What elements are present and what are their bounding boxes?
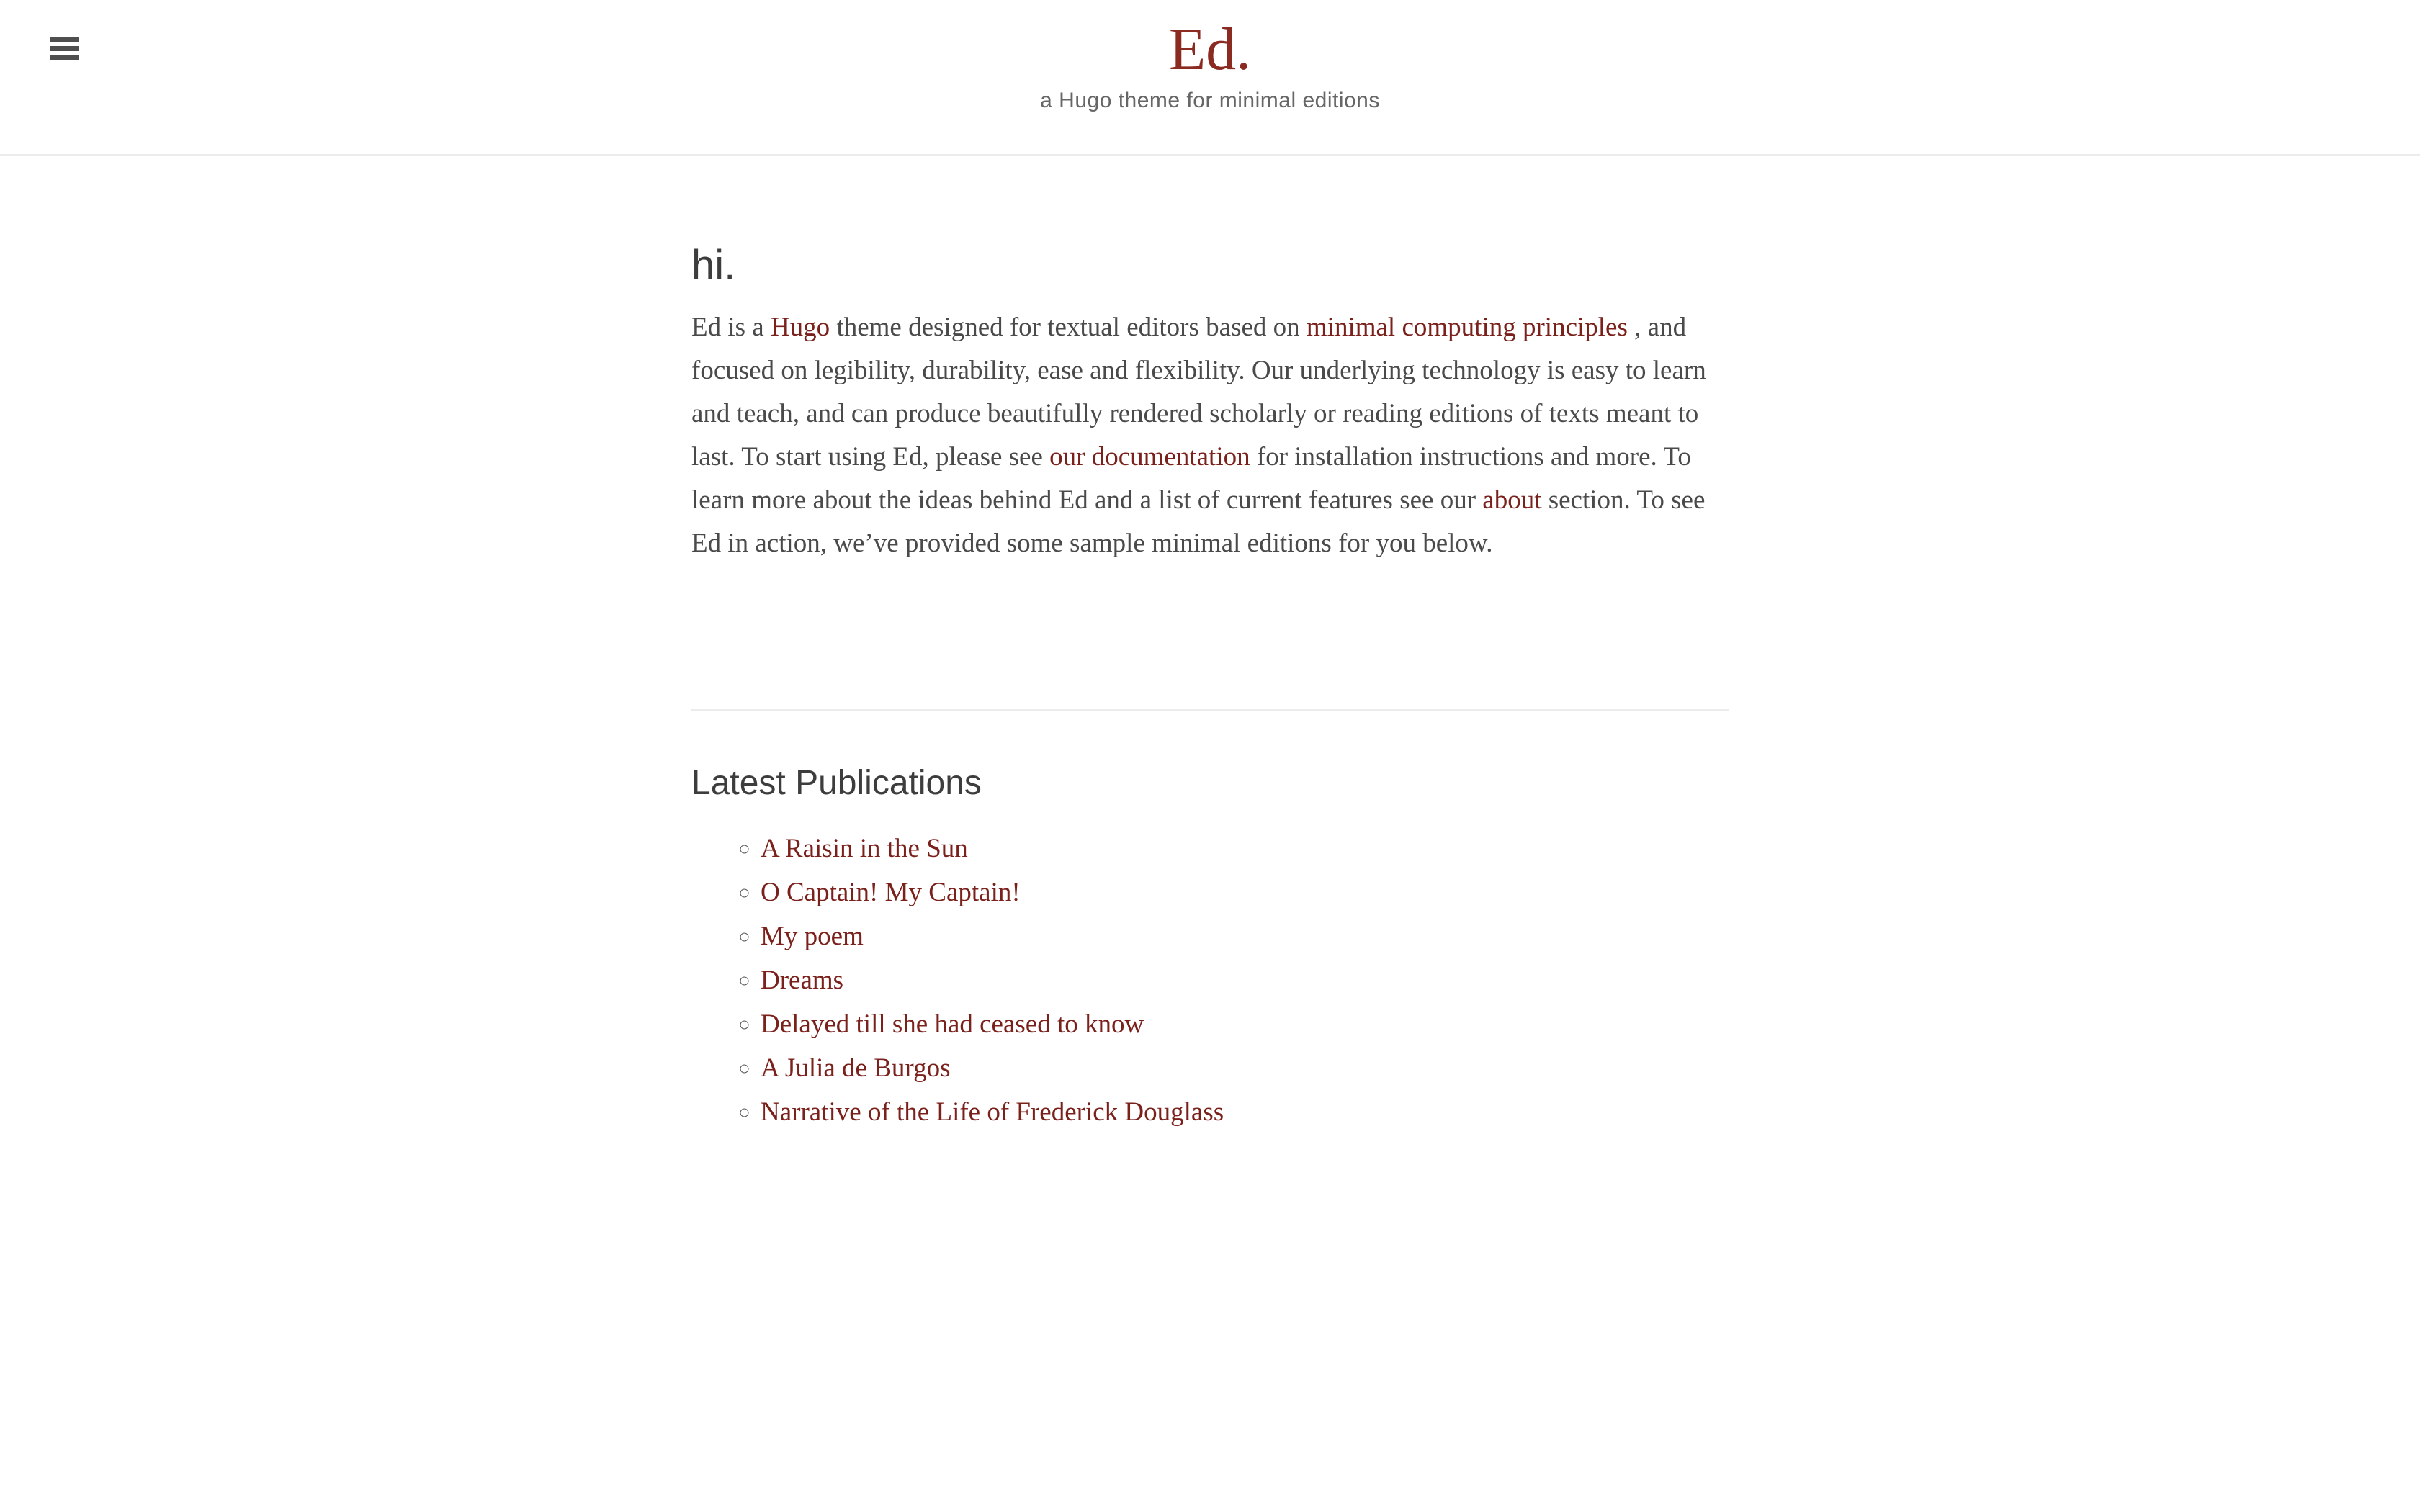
paragraph-text: for installation instructions and more. To learn more about the ideas behind Ed and a list of current features see our: [691, 442, 1691, 515]
publication-item: [761, 827, 1729, 870]
main-content: [691, 243, 1729, 1134]
hamburger-bar: [50, 37, 79, 42]
publication-link[interactable]: My poem: [761, 922, 864, 951]
page-title: hi.: [691, 242, 736, 289]
site-subtitle: a Hugo theme for minimal editions: [1040, 89, 1380, 112]
inline-link[interactable]: minimal computing principles: [1306, 312, 1628, 342]
paragraph-text: , and focused on legibility, durability, ease and flexibility. Our underlying technology is easy to learn and teach, and can produce beautifully rendered scholarly or reading editions of texts meant to last. To start using Ed, please see: [691, 312, 1706, 472]
inline-link[interactable]: Hugo: [770, 312, 830, 342]
intro-paragraph: [691, 306, 1729, 565]
publication-item: [761, 1090, 1729, 1134]
hamburger-bar: [50, 46, 79, 51]
section-divider: [691, 709, 1729, 711]
publication-link[interactable]: A Julia de Burgos: [761, 1053, 951, 1083]
hamburger-bar: [50, 55, 79, 60]
publications-heading: Latest Publications: [691, 764, 982, 802]
inline-link[interactable]: our documentation: [1049, 442, 1250, 472]
paragraph-text: theme designed for textual editors based on: [830, 312, 1307, 342]
inline-link[interactable]: about: [1482, 485, 1542, 515]
site-header: [0, 0, 2420, 156]
publication-link[interactable]: Narrative of the Life of Frederick Douglass: [761, 1097, 1224, 1127]
paragraph-text: Ed is a: [691, 312, 771, 342]
publication-link[interactable]: Delayed till she had ceased to know: [761, 1009, 1144, 1039]
publication-item: [761, 1046, 1729, 1090]
publication-item: [761, 870, 1729, 914]
hamburger-menu-icon[interactable]: [50, 37, 79, 60]
publication-link[interactable]: Dreams: [761, 966, 844, 995]
publication-item: [761, 958, 1729, 1002]
site-title-link[interactable]: Ed.: [1168, 16, 1252, 83]
publication-link[interactable]: O Captain! My Captain!: [761, 878, 1021, 907]
publication-item: [761, 1002, 1729, 1046]
paragraph-text: section. To see Ed in action, we’ve provided some sample minimal editions for you below.: [691, 485, 1706, 558]
publication-link[interactable]: A Raisin in the Sun: [761, 834, 968, 863]
publication-item: [761, 914, 1729, 958]
publications-list: [691, 827, 1729, 1134]
